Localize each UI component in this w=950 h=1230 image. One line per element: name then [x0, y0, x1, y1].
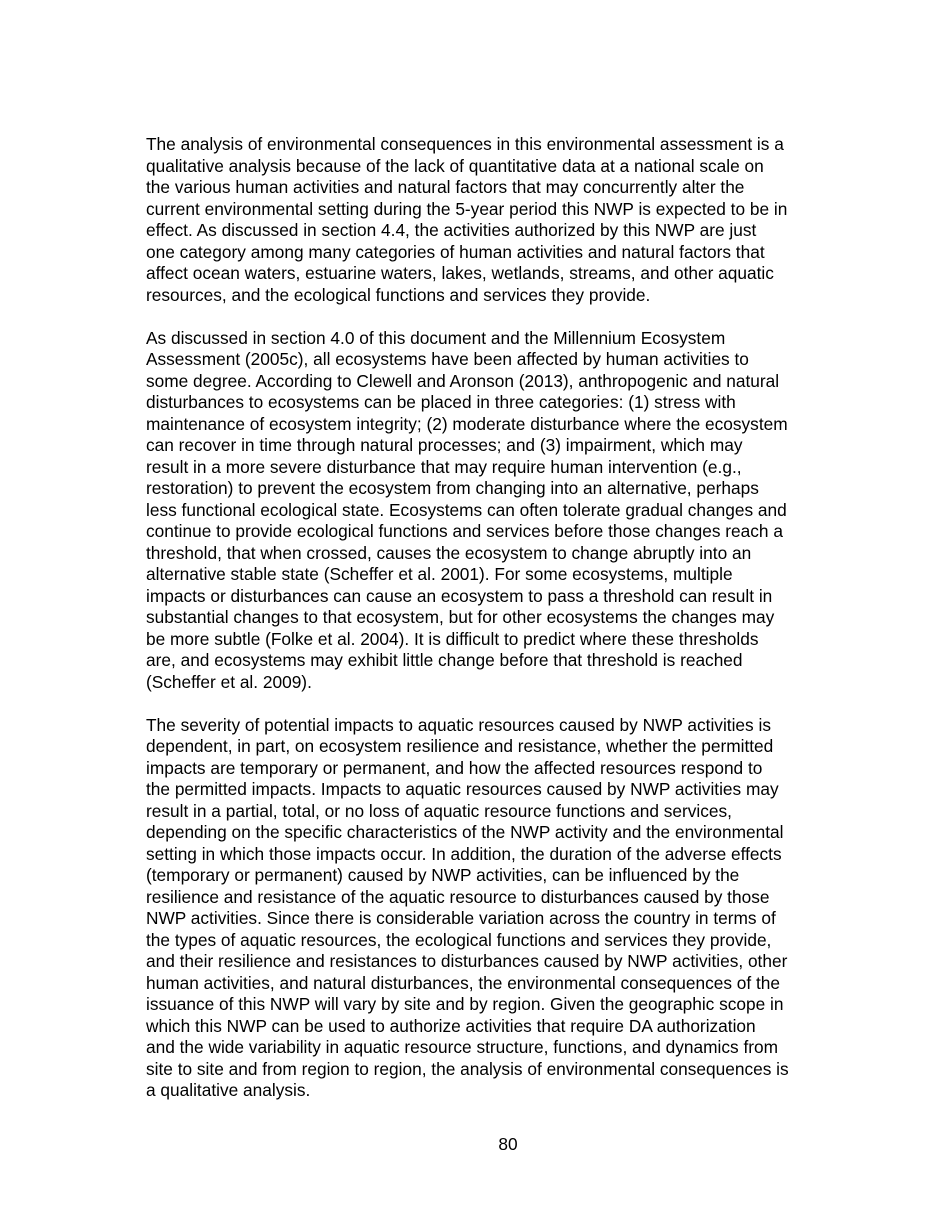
- text-line: current environmental setting during the 5-year period this NWP is expected to be in: [146, 198, 788, 219]
- text-line: continue to provide ecological functions and services before those changes reach a: [146, 521, 783, 541]
- text-line: Assessment (2005c), all ecosystems have been affected by human activities to: [146, 349, 749, 369]
- text-line: substantial changes to that ecosystem, but for other ecosystems the changes may: [146, 607, 775, 627]
- text-line: (temporary or permanent) caused by NWP activities, can be influenced by the: [146, 865, 740, 885]
- text-line: restoration) to prevent the ecosystem from changing into an alternative, perhaps: [146, 478, 759, 498]
- text-line: the types of aquatic resources, the ecological functions and services they provide,: [146, 929, 772, 950]
- text-line: threshold, that when crossed, causes the ecosystem to change abruptly into an: [146, 542, 752, 563]
- text-line: issuance of this NWP will vary by site and by region. Given the geographic scope in: [146, 994, 784, 1014]
- text-line: and their resilience and resistances to disturbances caused by NWP activities, other: [146, 951, 788, 971]
- text-line: less functional ecological state. Ecosystems can often tolerate gradual changes and: [146, 499, 787, 520]
- paragraph-ecosystem-disturbance: [146, 328, 846, 694]
- text-line: The analysis of environmental consequences in this environmental assessment is a: [146, 134, 784, 154]
- text-line: effect. As discussed in section 4.4, the activities authorized by this NWP are just: [146, 220, 757, 240]
- text-line: setting in which those impacts occur. In addition, the duration of the adverse effects: [146, 843, 782, 864]
- text-line: which this NWP can be used to authorize activities that require DA authorization: [146, 1015, 756, 1036]
- text-line: affect ocean waters, estuarine waters, lakes, wetlands, streams, and other aquatic: [146, 263, 774, 283]
- text-line: impacts are temporary or permanent, and how the affected resources respond to: [146, 757, 763, 778]
- text-line: one category among many categories of human activities and natural factors that: [146, 241, 765, 262]
- text-line: disturbances to ecosystems can be placed in three categories: (1) stress with: [146, 392, 736, 412]
- text-line: human activities, and natural disturbances, the environmental consequences of the: [146, 972, 781, 993]
- paragraph-environmental-consequences: [146, 134, 846, 306]
- text-line: site to site and from region to region, the analysis of environmental consequences is: [146, 1058, 789, 1079]
- text-line: resources, and the ecological functions and services they provide.: [146, 284, 651, 305]
- text-line: a qualitative analysis.: [146, 1080, 311, 1100]
- text-line: some degree. According to Clewell and Aronson (2013), anthropogenic and natural: [146, 370, 780, 391]
- text-line: result in a partial, total, or no loss of aquatic resource functions and services,: [146, 800, 732, 821]
- text-line: alternative stable state (Scheffer et al. 2001). For some ecosystems, multiple: [146, 564, 733, 584]
- page-number: 80: [498, 1134, 518, 1154]
- text-line: The severity of potential impacts to aquatic resources caused by NWP activities is: [146, 714, 771, 735]
- text-line: NWP activities. Since there is considerable variation across the country in terms of: [146, 908, 776, 928]
- text-line: are, and ecosystems may exhibit little change before that threshold is reached: [146, 650, 743, 670]
- text-line: be more subtle (Folke et al. 2004). It is difficult to predict where these thresholds: [146, 628, 759, 649]
- paragraph-impact-severity: [146, 715, 846, 1102]
- text-line: resilience and resistance of the aquatic resource to disturbances caused by those: [146, 886, 770, 907]
- text-line: qualitative analysis because of the lack of quantitative data at a national scale on: [146, 155, 764, 176]
- text-line: result in a more severe disturbance that may require human intervention (e.g.,: [146, 456, 742, 477]
- text-line: impacts or disturbances can cause an ecosystem to pass a threshold can result in: [146, 585, 773, 606]
- text-line: (Scheffer et al. 2009).: [146, 671, 312, 692]
- body-text: [146, 134, 846, 1123]
- text-line: can recover in time through natural processes; and (3) impairment, which may: [146, 435, 743, 455]
- text-line: and the wide variability in aquatic resource structure, functions, and dynamics from: [146, 1037, 779, 1057]
- text-line: the various human activities and natural factors that may concurrently alter the: [146, 177, 745, 197]
- text-line: dependent, in part, on ecosystem resilience and resistance, whether the permitted: [146, 736, 774, 756]
- text-line: depending on the specific characteristics of the NWP activity and the environmental: [146, 822, 784, 842]
- text-line: As discussed in section 4.0 of this document and the Millennium Ecosystem: [146, 327, 726, 348]
- text-line: maintenance of ecosystem integrity; (2) moderate disturbance where the ecosystem: [146, 413, 788, 434]
- text-line: the permitted impacts. Impacts to aquatic resources caused by NWP activities may: [146, 779, 779, 799]
